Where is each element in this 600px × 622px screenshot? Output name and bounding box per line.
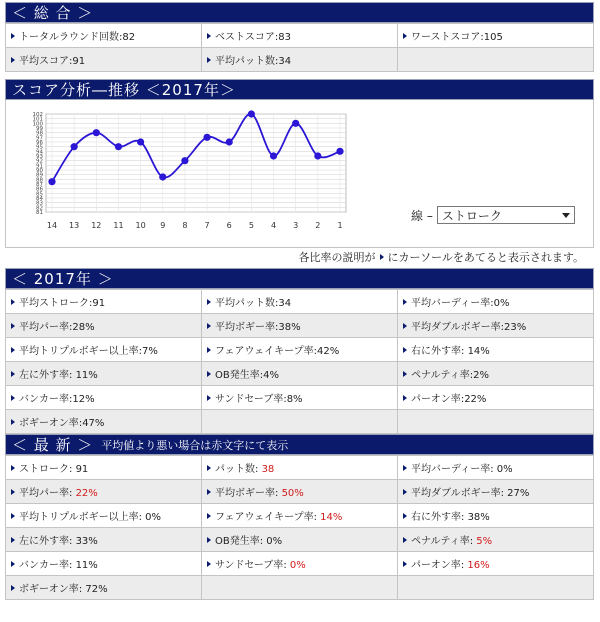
stat-label: ボギーオン率 — [19, 418, 79, 429]
hint-text — [5, 248, 594, 268]
data-point — [159, 173, 166, 180]
stat-value: 0% — [493, 298, 510, 309]
triangle-right-icon — [11, 537, 15, 543]
stat-label: サンドセーブ率 — [215, 394, 284, 405]
y-tick-label: 91 — [36, 163, 43, 170]
stat-cell[interactable] — [202, 386, 398, 410]
stat-label: フェアウェイキープ率 — [215, 512, 314, 523]
triangle-right-icon — [207, 57, 211, 63]
table-row — [6, 410, 594, 434]
stat-label: トータルラウンド回数 — [19, 32, 119, 43]
latest-header — [5, 434, 594, 455]
stat-value: 50% — [281, 488, 304, 499]
stat-cell[interactable] — [6, 552, 202, 576]
table-row — [6, 48, 594, 72]
x-tick-label: 13 — [69, 221, 80, 230]
stat-cell[interactable] — [6, 410, 202, 434]
line-selector — [411, 206, 575, 224]
stat-value: 2% — [473, 370, 489, 381]
stat-cell[interactable] — [398, 552, 594, 576]
y-tick-label: 96 — [36, 140, 43, 146]
stat-cell[interactable]: 平均パット数:34 — [202, 48, 398, 72]
triangle-right-icon — [11, 513, 15, 519]
stat-separator: : — [78, 418, 83, 429]
table-row — [6, 528, 594, 552]
data-point — [314, 152, 321, 159]
stat-label: ペナルティ率 — [411, 536, 470, 547]
stat-cell[interactable]: ワーストスコア:105 — [398, 24, 594, 48]
table-row — [6, 362, 594, 386]
stat-value: 4% — [263, 370, 279, 381]
triangle-right-icon — [11, 419, 15, 425]
triangle-right-icon — [403, 489, 407, 495]
stat-value: 33% — [75, 536, 98, 547]
triangle-right-icon — [11, 585, 15, 591]
stat-separator: : — [313, 512, 321, 523]
hint-after: にカーソールをあてると表示されます。 — [387, 251, 584, 264]
triangle-right-icon — [207, 33, 211, 39]
stat-cell[interactable] — [6, 338, 202, 362]
stat-value: 91 — [75, 464, 89, 475]
stat-label: 平均トリプルボギー以上率 — [19, 346, 139, 357]
x-tick-label: 2 — [315, 221, 321, 230]
stat-value: 12% — [72, 394, 95, 405]
x-tick-label: 7 — [204, 221, 210, 230]
summary-title: ＜ 総 合 ＞ — [12, 4, 94, 22]
stat-cell[interactable] — [398, 338, 594, 362]
analysis-title: スコア分析―推移 ＜2017年＞ — [12, 81, 236, 99]
stat-cell[interactable] — [398, 362, 594, 386]
data-point — [336, 148, 343, 155]
triangle-right-icon — [403, 371, 407, 377]
stat-cell[interactable] — [6, 504, 202, 528]
stat-cell[interactable] — [202, 314, 398, 338]
y-tick-label: 82 — [36, 205, 43, 212]
latest-title: ＜ 最 新 ＞ — [12, 436, 94, 454]
y-tick-label: 81 — [36, 210, 43, 216]
stat-separator: : — [69, 488, 76, 499]
stat-label: 平均ダブルボギー率 — [411, 322, 501, 333]
triangle-right-icon — [11, 465, 15, 471]
y-tick-label: 98 — [36, 130, 43, 137]
stat-separator: : — [69, 536, 76, 547]
stat-cell[interactable] — [202, 362, 398, 386]
x-tick-label: 6 — [226, 221, 232, 230]
stat-label: 平均ストローク — [19, 298, 89, 309]
stat-value: 8% — [286, 394, 303, 405]
stat-label: ボギーオン率 — [19, 584, 79, 595]
stat-value: 16% — [467, 560, 490, 571]
stat-label: 右に外す率 — [411, 512, 461, 523]
triangle-right-icon — [207, 489, 211, 495]
y-tick-label: 89 — [36, 172, 43, 179]
stat-cell[interactable]: 平均スコア:91 — [6, 48, 202, 72]
stat-cell[interactable] — [398, 504, 594, 528]
stat-value: 22% — [464, 394, 487, 405]
stat-cell[interactable] — [202, 528, 398, 552]
stat-cell[interactable] — [6, 528, 202, 552]
stat-cell[interactable] — [398, 290, 594, 314]
triangle-right-icon — [403, 347, 407, 353]
data-point — [270, 152, 277, 159]
x-tick-label: 3 — [293, 221, 299, 230]
stat-separator: : — [78, 584, 86, 595]
stat-separator: : — [460, 394, 465, 405]
triangle-right-icon — [207, 537, 211, 543]
stat-label: OB発生率 — [215, 370, 260, 381]
stat-separator: : — [138, 346, 142, 357]
empty-cell — [202, 410, 398, 434]
stat-separator: : — [69, 560, 76, 571]
triangle-right-icon — [207, 371, 211, 377]
data-point — [181, 157, 188, 164]
stat-label: 平均バーディー率 — [411, 464, 491, 475]
year-header — [5, 268, 594, 289]
stat-label: バンカー率 — [19, 394, 69, 405]
stat-value: 11% — [75, 370, 98, 381]
triangle-right-icon — [11, 299, 15, 305]
latest-note: 平均値より悪い場合は赤文字にて表示 — [101, 438, 289, 452]
stat-cell[interactable] — [398, 314, 594, 338]
summary-header — [5, 2, 594, 23]
stat-separator: : — [500, 488, 508, 499]
triangle-right-icon — [207, 561, 211, 567]
stat-value: 105 — [483, 32, 503, 43]
stat-label: 右に外す率 — [411, 346, 461, 357]
y-tick-label: 92 — [36, 158, 43, 165]
stat-label: 平均ダブルボギー率 — [411, 488, 501, 499]
stat-separator: : — [283, 560, 290, 571]
year-title: ＜ 2017年 ＞ — [12, 270, 114, 288]
stat-value: 38% — [467, 512, 490, 523]
stat-separator: : — [490, 298, 494, 309]
x-tick-label: 5 — [248, 221, 254, 230]
hint-before: 各比率の説明が — [298, 251, 376, 264]
stat-cell[interactable] — [6, 386, 202, 410]
stat-label: 平均パー率 — [19, 322, 69, 333]
stat-separator: : — [469, 370, 474, 381]
stat-value: 14% — [320, 512, 343, 523]
y-tick-label: 83 — [36, 200, 43, 207]
stat-cell[interactable] — [202, 456, 398, 480]
y-tick-label: 97 — [36, 135, 43, 142]
y-tick-label: 85 — [36, 191, 43, 198]
stat-separator: : — [259, 370, 264, 381]
latest-table — [5, 455, 594, 600]
page — [5, 2, 594, 600]
table-row — [6, 24, 594, 48]
stat-label: ペナルティ率 — [411, 370, 470, 381]
stat-label: パット数 — [215, 464, 255, 475]
triangle-right-icon — [207, 465, 211, 471]
stat-separator: : — [461, 512, 468, 523]
empty-cell — [398, 410, 594, 434]
stat-value: 14% — [467, 346, 490, 357]
triangle-right-icon — [403, 33, 407, 39]
x-tick-label: 12 — [91, 221, 102, 230]
triangle-right-icon — [380, 254, 384, 260]
triangle-right-icon — [403, 561, 407, 567]
year-table — [5, 289, 594, 434]
stat-separator: : — [313, 346, 317, 357]
x-tick-label: 9 — [160, 221, 166, 230]
table-row — [6, 576, 594, 600]
stat-value: 5% — [476, 536, 493, 547]
y-tick-label: 90 — [36, 168, 43, 174]
stat-separator: : — [490, 464, 497, 475]
y-tick-label: 101 — [32, 116, 43, 123]
stat-label: OB発生率 — [215, 536, 260, 547]
triangle-right-icon — [11, 347, 15, 353]
stat-cell[interactable] — [202, 338, 398, 362]
stat-separator: : — [138, 512, 146, 523]
stat-cell[interactable] — [202, 552, 398, 576]
stat-value: 83 — [278, 32, 292, 43]
stat-separator: : — [275, 488, 282, 499]
stat-value: 82 — [122, 32, 136, 43]
stat-separator: : — [69, 322, 73, 333]
stat-cell[interactable] — [398, 456, 594, 480]
table-row — [6, 338, 594, 362]
stat-label: パーオン率 — [411, 394, 461, 405]
x-tick-label: 11 — [113, 221, 124, 230]
empty-cell — [398, 48, 594, 72]
stat-separator: : — [275, 298, 279, 309]
x-tick-label: 4 — [270, 221, 277, 230]
stat-label: 平均パット数 — [215, 56, 275, 67]
y-tick-label: 99 — [36, 126, 43, 132]
stat-value: 11% — [75, 560, 98, 571]
data-point — [48, 178, 55, 185]
table-row — [6, 552, 594, 576]
stat-cell[interactable] — [202, 480, 398, 504]
stat-cell[interactable] — [6, 314, 202, 338]
triangle-right-icon — [207, 347, 211, 353]
stat-separator: : — [255, 464, 262, 475]
stat-separator: : — [500, 322, 504, 333]
data-point — [292, 120, 299, 127]
stat-value: 27% — [507, 488, 530, 499]
stat-value: 91 — [92, 298, 106, 309]
x-tick-label: 8 — [182, 221, 188, 230]
triangle-right-icon — [403, 299, 407, 305]
stat-value: 47% — [82, 418, 105, 429]
stat-label: フェアウェイキープ率 — [215, 346, 314, 357]
stat-value: 0% — [145, 512, 162, 523]
stat-label: 平均ボギー率 — [215, 322, 275, 333]
stat-separator: : — [89, 298, 93, 309]
y-tick-label: 86 — [36, 186, 43, 193]
stat-separator: : — [69, 394, 73, 405]
triangle-right-icon — [403, 513, 407, 519]
score-trend-chart — [16, 106, 351, 246]
stat-label: バンカー率 — [19, 560, 69, 571]
analysis-header — [5, 79, 594, 100]
stat-value: 0% — [266, 536, 283, 547]
stat-label: 平均パー率 — [19, 488, 69, 499]
stat-label: 左に外す率 — [19, 370, 69, 381]
stat-label: 平均トリプルボギー以上率 — [19, 512, 139, 523]
stat-value: 34 — [278, 298, 292, 309]
triangle-right-icon — [11, 33, 15, 39]
data-point — [203, 134, 210, 141]
stat-separator: : — [283, 394, 287, 405]
stat-value: 38% — [278, 322, 301, 333]
stat-cell[interactable] — [398, 386, 594, 410]
triangle-right-icon — [11, 57, 15, 63]
stat-separator: : — [69, 464, 76, 475]
stat-value: 38 — [261, 464, 275, 475]
triangle-right-icon — [403, 395, 407, 401]
stat-value: 0% — [496, 464, 513, 475]
triangle-right-icon — [403, 537, 407, 543]
chevron-down-icon — [562, 213, 570, 218]
data-point — [137, 138, 144, 145]
line-type-select[interactable] — [437, 206, 575, 224]
stat-cell[interactable] — [6, 290, 202, 314]
y-tick-label: 100 — [32, 121, 43, 128]
line-type-value: ストローク — [441, 208, 502, 223]
stat-cell[interactable] — [398, 480, 594, 504]
triangle-right-icon — [403, 323, 407, 329]
stat-cell[interactable] — [202, 504, 398, 528]
chart-panel — [5, 100, 594, 248]
empty-cell — [398, 576, 594, 600]
table-row — [6, 314, 594, 338]
triangle-right-icon — [207, 299, 211, 305]
stat-separator: : — [69, 370, 76, 381]
table-row — [6, 504, 594, 528]
y-tick-label: 95 — [36, 144, 43, 151]
stat-cell[interactable]: トータルラウンド回数:82 — [6, 24, 202, 48]
triangle-right-icon — [207, 395, 211, 401]
stat-cell[interactable] — [6, 456, 202, 480]
stat-separator: : — [469, 536, 477, 547]
y-tick-label: 84 — [36, 196, 43, 202]
stat-value: 34 — [278, 56, 292, 67]
stat-separator: : — [259, 536, 267, 547]
stat-label: 平均パット数 — [215, 298, 275, 309]
y-tick-label: 102 — [32, 112, 43, 118]
triangle-right-icon — [207, 323, 211, 329]
stat-value: 28% — [72, 322, 95, 333]
stat-label: 平均バーディー率 — [411, 298, 491, 309]
data-point — [248, 110, 255, 117]
triangle-right-icon — [207, 513, 211, 519]
y-tick-label: 88 — [36, 177, 43, 184]
x-tick-label: 10 — [135, 221, 146, 230]
y-tick-label: 87 — [36, 182, 43, 188]
table-row — [6, 290, 594, 314]
triangle-right-icon — [403, 465, 407, 471]
stat-separator: : — [275, 322, 279, 333]
stat-value: 91 — [72, 56, 86, 67]
x-tick-label: 1 — [337, 221, 343, 230]
data-point — [115, 143, 122, 150]
stat-cell[interactable] — [202, 290, 398, 314]
stat-value: 22% — [75, 488, 98, 499]
data-point — [226, 138, 233, 145]
table-row — [6, 386, 594, 410]
stat-label: 平均ボギー率 — [215, 488, 275, 499]
stat-label: パーオン率 — [411, 560, 461, 571]
stat-cell[interactable] — [6, 480, 202, 504]
triangle-right-icon — [11, 371, 15, 377]
stat-label: ストローク — [19, 464, 69, 475]
summary-table — [5, 23, 594, 72]
y-tick-label: 93 — [36, 154, 43, 160]
x-tick-label: 14 — [46, 221, 58, 230]
y-tick-label: 94 — [36, 149, 43, 156]
triangle-right-icon — [11, 489, 15, 495]
triangle-right-icon — [11, 323, 15, 329]
stat-label: 左に外す率 — [19, 536, 69, 547]
stat-value: 7% — [141, 346, 158, 357]
triangle-right-icon — [11, 395, 15, 401]
data-point — [93, 129, 100, 136]
stat-label: ワーストスコア — [411, 32, 481, 43]
stat-separator: : — [460, 560, 468, 571]
stat-cell[interactable] — [6, 362, 202, 386]
stat-separator: : — [461, 346, 468, 357]
stat-value: 72% — [85, 584, 108, 595]
stat-value: 42% — [316, 346, 340, 357]
stat-cell[interactable] — [6, 576, 202, 600]
line-label: 線 – — [411, 208, 433, 223]
stat-label: 平均スコア — [19, 56, 69, 67]
table-row — [6, 480, 594, 504]
stat-cell[interactable]: ベストスコア:83 — [202, 24, 398, 48]
table-row — [6, 456, 594, 480]
triangle-right-icon — [11, 561, 15, 567]
empty-cell — [202, 576, 398, 600]
data-point — [71, 143, 78, 150]
stat-label: ベストスコア — [215, 32, 275, 43]
stat-value: 23% — [503, 322, 527, 333]
stat-cell[interactable] — [398, 528, 594, 552]
stat-label: サンドセーブ率 — [215, 560, 284, 571]
stat-value: 0% — [289, 560, 306, 571]
